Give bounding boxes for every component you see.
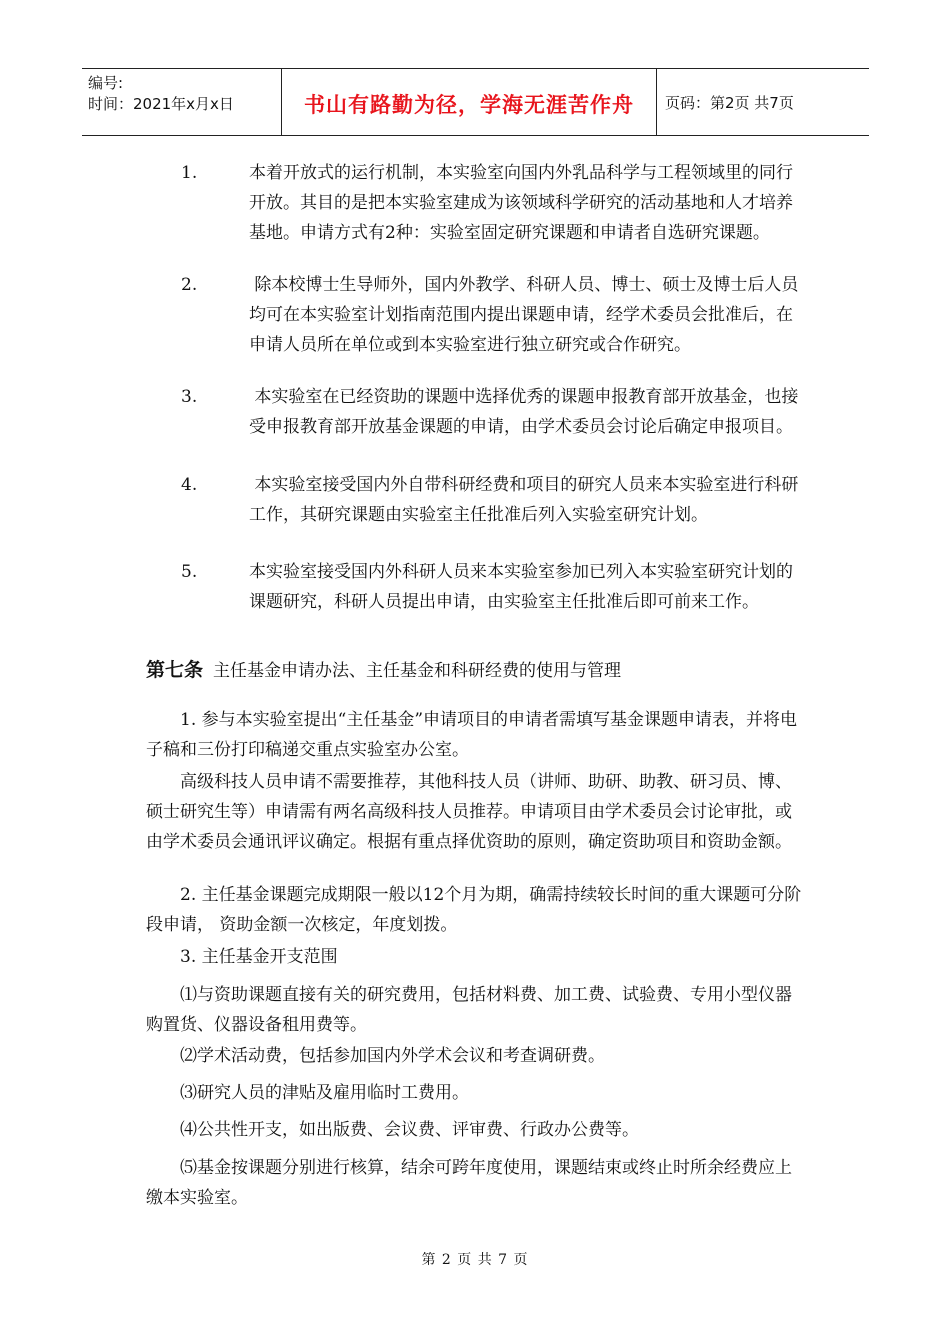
list-item-number: 5.: [181, 562, 198, 582]
section-subtitle: 主任基金申请办法、主任基金和科研经费的使用与管理: [213, 661, 622, 681]
paragraph: ⑶研究人员的津贴及雇用临时工费用。: [180, 1083, 469, 1103]
paragraph: ⑴与资助课题直接有关的研究费用，包括材料费、加工费、试验费、专用小型仪器购置货、仪器设备租用费等。: [146, 985, 792, 1035]
list-item-number: 2.: [181, 275, 198, 295]
document-time-label: 时间：2021年x月x日: [88, 95, 234, 113]
page-footer: 第 2 页 共 7 页: [421, 1252, 529, 1268]
list-item-text: 本实验室在已经资助的课题中选择优秀的课题申报教育部开放基金，也接受申报教育部开放基金课题的申请，由学术委员会讨论后确定申报项目。: [249, 387, 799, 437]
header-page-info: 页码：第2页 共7页: [665, 93, 794, 112]
list-item-text: 本实验室接受国内外科研人员来本实验室参加已列入本实验室研究计划的课题研究，科研人员提出申请，由实验室主任批准后即可前来工作。: [249, 562, 793, 612]
paragraph: ⑵学术活动费，包括参加国内外学术会议和考查调研费。: [180, 1046, 605, 1066]
paragraph: 1. 参与本实验室提出“主任基金”申请项目的申请者需填写基金课题申请表，并将电子稿和三份打印稿递交重点实验室办公室。: [146, 710, 798, 760]
paragraph: 3. 主任基金开支范围: [180, 947, 338, 967]
paragraph: 高级科技人员申请不需要推荐，其他科技人员（讲师、助研、助教、研习员、博、硕士研究生等）申请需有两名高级科技人员推荐。申请项目由学术委员会讨论审批，或由学术委员会通讯评议确定。根据有重点择优资助的原则，确定资助项目和资助金额。: [146, 772, 792, 852]
list-item-text: 本着开放式的运行机制，本实验室向国内外乳品科学与工程领域里的同行开放。其目的是把本实验室建成为该领域科学研究的活动基地和人才培养基地。申请方式有2种：实验室固定研究课题和申请者自选研究课题。: [249, 163, 793, 243]
list-item-text: 除本校博士生导师外，国内外教学、科研人员、博士、硕士及博士后人员均可在本实验室计划指南范围内提出课题申请，经学术委员会批准后，在申请人员所在单位或到本实验室进行独立研究或合作研究。: [249, 275, 799, 355]
document-number-label: 编号:: [88, 74, 124, 92]
document-header: [82, 68, 869, 136]
header-meta: [82, 69, 282, 135]
header-motto: 书山有路勤为径，学海无涯苦作舟: [282, 69, 657, 135]
list-item-number: 3.: [181, 387, 198, 407]
list-item-number: 1.: [181, 163, 198, 183]
section-title: 第七条: [146, 659, 204, 681]
list-item-text: 本实验室接受国内外自带科研经费和项目的研究人员来本实验室进行科研工作，其研究课题由实验室主任批准后列入实验室研究计划。: [249, 475, 799, 525]
paragraph: ⑸基金按课题分别进行核算，结余可跨年度使用，课题结束或终止时所余经费应上缴本实验室。: [146, 1158, 792, 1208]
section-heading: [146, 656, 621, 685]
paragraph: 2. 主任基金课题完成期限一般以12个月为期，确需持续较长时间的重大课题可分阶段申请， 资助金额一次核定，年度划拨。: [146, 885, 802, 935]
paragraph: ⑷公共性开支，如出版费、会议费、评审费、行政办公费等。: [180, 1120, 639, 1140]
list-item-number: 4.: [181, 475, 198, 495]
